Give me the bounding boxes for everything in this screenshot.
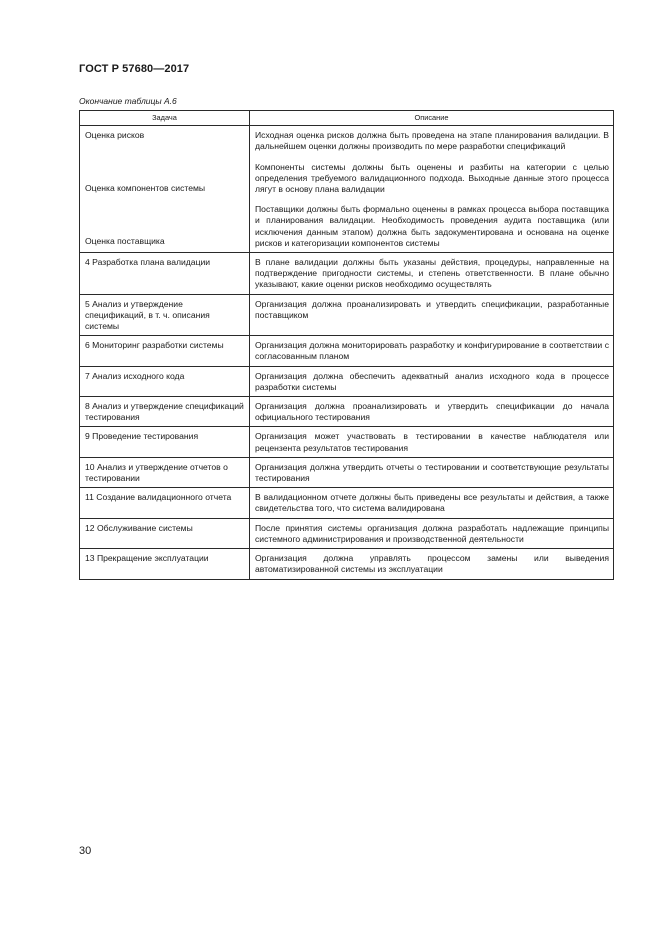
column-header-task: Задача — [80, 111, 250, 126]
task-cell: 10 Анализ и утверждение отчетов о тестировании — [80, 457, 250, 487]
description-cell — [250, 126, 614, 253]
task-cell — [80, 126, 250, 253]
page-number: 30 — [79, 845, 92, 857]
task-cell: 8 Анализ и утверждение спецификаций тестирования — [80, 397, 250, 427]
desc-risk-assessment: Исходная оценка рисков должна быть проведена на этапе планирования валидации. В дальнейшем оценки должны производить по мере разработки спецификаций — [255, 130, 609, 152]
description-cell: Организация должна проанализировать и утвердить спецификации, разработанные поставщиком — [250, 294, 614, 336]
task-cell: 11 Создание валидационного отчета — [80, 488, 250, 518]
table-row — [80, 518, 614, 548]
task-component-assessment: Оценка компонентов системы — [85, 183, 206, 194]
description-cell: После принятия системы организация должна разработать надлежащие принципы системного администрирования и производственной деятельности — [250, 518, 614, 548]
description-cell: Организация может участвовать в тестировании в качестве наблюдателя или рецензента результатов тестирования — [250, 427, 614, 457]
table-row — [80, 253, 614, 295]
task-cell: 9 Проведение тестирования — [80, 427, 250, 457]
description-cell: В плане валидации должны быть указаны действия, процедуры, направленные на подтверждение пригодности системы, и степень ответственности. В плане обычно указывают, какие оценки рисков необходимо осуществлять — [250, 253, 614, 295]
task-cell: 7 Анализ исходного кода — [80, 366, 250, 396]
table-header-row — [80, 111, 614, 126]
tasks-table — [79, 110, 614, 580]
desc-component-assessment: Компоненты системы должны быть оценены и разбиты на категории с целью определения требуемого валидационного подхода. Выходные данные этого процесса лягут в основу плана валидации — [255, 161, 609, 195]
table-row — [80, 294, 614, 336]
document-code: ГОСТ Р 57680—2017 — [79, 63, 190, 75]
task-supplier-assessment: Оценка поставщика — [85, 236, 165, 247]
description-cell: Организация должна мониторировать разработку и конфигурирование в соответствии с согласованным планом — [250, 336, 614, 366]
task-cell: 13 Прекращение эксплуатации — [80, 549, 250, 579]
description-cell: Организация должна управлять процессом замены или выведения автоматизированной системы из эксплуатации — [250, 549, 614, 579]
table-row — [80, 549, 614, 579]
task-cell: 5 Анализ и утверждение спецификаций, в т. ч. описания системы — [80, 294, 250, 336]
description-cell: В валидационном отчете должны быть приведены все результаты и действия, а также свидетельства того, что система валидирована — [250, 488, 614, 518]
table-row — [80, 488, 614, 518]
table-row — [80, 126, 614, 253]
table-row — [80, 336, 614, 366]
table-row — [80, 457, 614, 487]
task-cell: 4 Разработка плана валидации — [80, 253, 250, 295]
column-header-description: Описание — [250, 111, 614, 126]
description-cell: Организация должна проанализировать и утвердить спецификации до начала официального тестирования — [250, 397, 614, 427]
table-row — [80, 397, 614, 427]
table-row — [80, 427, 614, 457]
table-caption: Окончание таблицы А.6 — [79, 96, 177, 106]
table-row — [80, 366, 614, 396]
task-cell: 6 Мониторинг разработки системы — [80, 336, 250, 366]
task-risk-assessment: Оценка рисков — [85, 130, 145, 141]
task-cell: 12 Обслуживание системы — [80, 518, 250, 548]
desc-supplier-assessment: Поставщики должны быть формально оценены в рамках процесса выбора поставщика и планирования валидации. Необходимость проведения аудита поставщика (или исключения данным этапом) должна быть задокументирована и основана на оценке рисков и категоризации компонентов системы — [255, 204, 609, 248]
description-cell: Организация должна обеспечить адекватный анализ исходного кода в процессе разработки системы — [250, 366, 614, 396]
description-cell: Организация должна утвердить отчеты о тестировании и соответствующие результаты тестирования — [250, 457, 614, 487]
